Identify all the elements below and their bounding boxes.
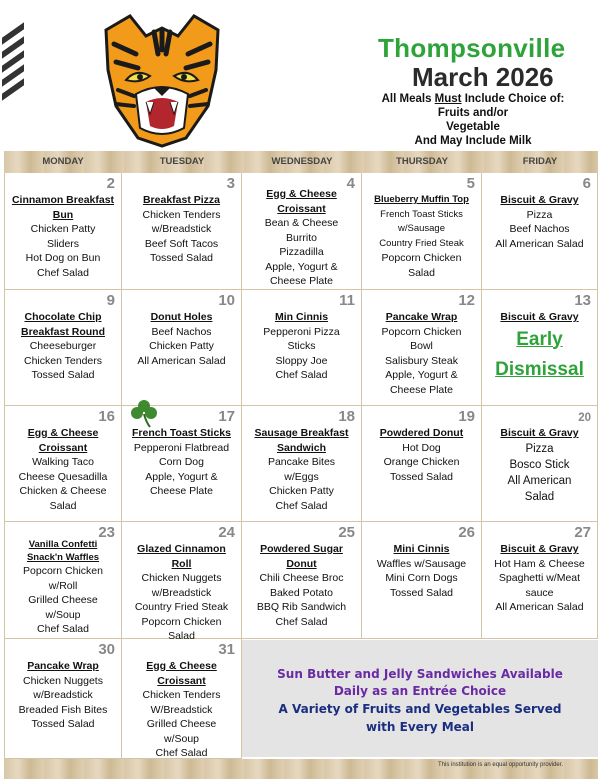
day-cell: 25 Powdered Sugar Donut Chili Cheese Broc Baked Potato BBQ Rib Sandwich Chef Salad <box>242 522 362 639</box>
early-dismissal: Early <box>516 328 563 350</box>
day-label: MONDAY <box>42 156 84 167</box>
corner-stripes <box>0 28 26 94</box>
day-cell: 30 Pancake Wrap Chicken Nuggets w/Breadstick Breaded Fish Bites Tossed Salad <box>4 639 122 759</box>
day-cell: 6 Biscuit & Gravy Pizza Beef Nachos All American Salad <box>482 173 598 290</box>
day-cell: 2 Cinnamon Breakfast Bun Chicken Patty Sliders Hot Dog on Bun Chef Salad <box>4 173 122 290</box>
day-cell: 3 Breakfast Pizza Chicken Tenders w/Breadstick Beef Soft Tacos Tossed Salad <box>122 173 242 290</box>
day-cell: 23 Vanilla Confetti Snack'n Waffles Popcorn Chicken w/Roll Grilled Cheese w/Soup Chef Salad <box>4 522 122 639</box>
meal-policy: All Meals Must Include Choice of: Fruits and/or Vegetable And May Include Milk <box>381 93 565 147</box>
menu-notice: Sun Butter and Jelly Sandwiches Available Daily as an Entrée Choice A Variety of Fruits and Vegetables Served with Every Meal <box>242 640 598 757</box>
day-cell: 10 Donut Holes Beef Nachos Chicken Patty All American Salad <box>122 290 242 406</box>
day-cell: 16 Egg & Cheese Croissant Walking Taco Cheese Quesadilla Chicken & Cheese Salad <box>4 406 122 522</box>
day-cell: 4 Egg & Cheese Croissant Bean & Cheese Burrito Pizzadilla Apple, Yogurt & Cheese Plate <box>242 173 362 290</box>
day-cell: 26 Mini Cinnis Waffles w/Sausage Mini Corn Dogs Tossed Salad <box>362 522 482 639</box>
day-cell: 27 Biscuit & Gravy Hot Ham & Cheese Spaghetti w/Meat sauce All American Salad <box>482 522 598 639</box>
day-cell: 17 French Toast Sticks Pepperoni Flatbread Corn Dog Apple, Yogurt & Cheese Plate <box>122 406 242 522</box>
day-cell: 31 Egg & Cheese Croissant Chicken Tenders W/Breadstick Grilled Cheese w/Soup Chef Salad <box>122 639 242 759</box>
school-title: Thompsonville <box>378 33 566 63</box>
day-label: TUESDAY <box>159 156 205 167</box>
day-cell: 12 Pancake Wrap Popcorn Chicken Bowl Salisbury Steak Apple, Yogurt & Cheese Plate <box>362 290 482 406</box>
weekday-header <box>4 151 598 173</box>
equal-opportunity-note: This institution is an equal opportunity provider. <box>438 762 564 768</box>
day-cell: 19 Powdered Donut Hot Dog Orange Chicken Tossed Salad <box>362 406 482 522</box>
month-title: March 2026 <box>412 62 554 92</box>
day-cell: 18 Sausage Breakfast Sandwich Pancake Bites w/Eggs Chicken Patty Chef Salad <box>242 406 362 522</box>
day-cell: 24 Glazed Cinnamon Roll Chicken Nuggets w/Breadstick Country Fried Steak Popcorn Chicken Salad <box>122 522 242 639</box>
day-label: WEDNESDAY <box>271 156 333 167</box>
day-cell: 13 Biscuit & Gravy Early Dismissal <box>482 290 598 406</box>
tiger-mascot-logo <box>96 10 228 148</box>
shamrock-icon <box>130 398 158 428</box>
day-label: FRIDAY <box>522 156 558 167</box>
day-label: THURSDAY <box>396 156 448 167</box>
day-cell: 9 Chocolate Chip Breakfast Round Cheeseburger Chicken Tenders Tossed Salad <box>4 290 122 406</box>
day-cell: 5 Blueberry Muffin Top French Toast Sticks w/Sausage Country Fried Steak Popcorn Chicken Salad <box>362 173 482 290</box>
day-cell: 11 Min Cinnis Pepperoni Pizza Sticks Sloppy Joe Chef Salad <box>242 290 362 406</box>
day-cell: 20 Biscuit & Gravy Pizza Bosco Stick All American Salad <box>482 406 598 522</box>
